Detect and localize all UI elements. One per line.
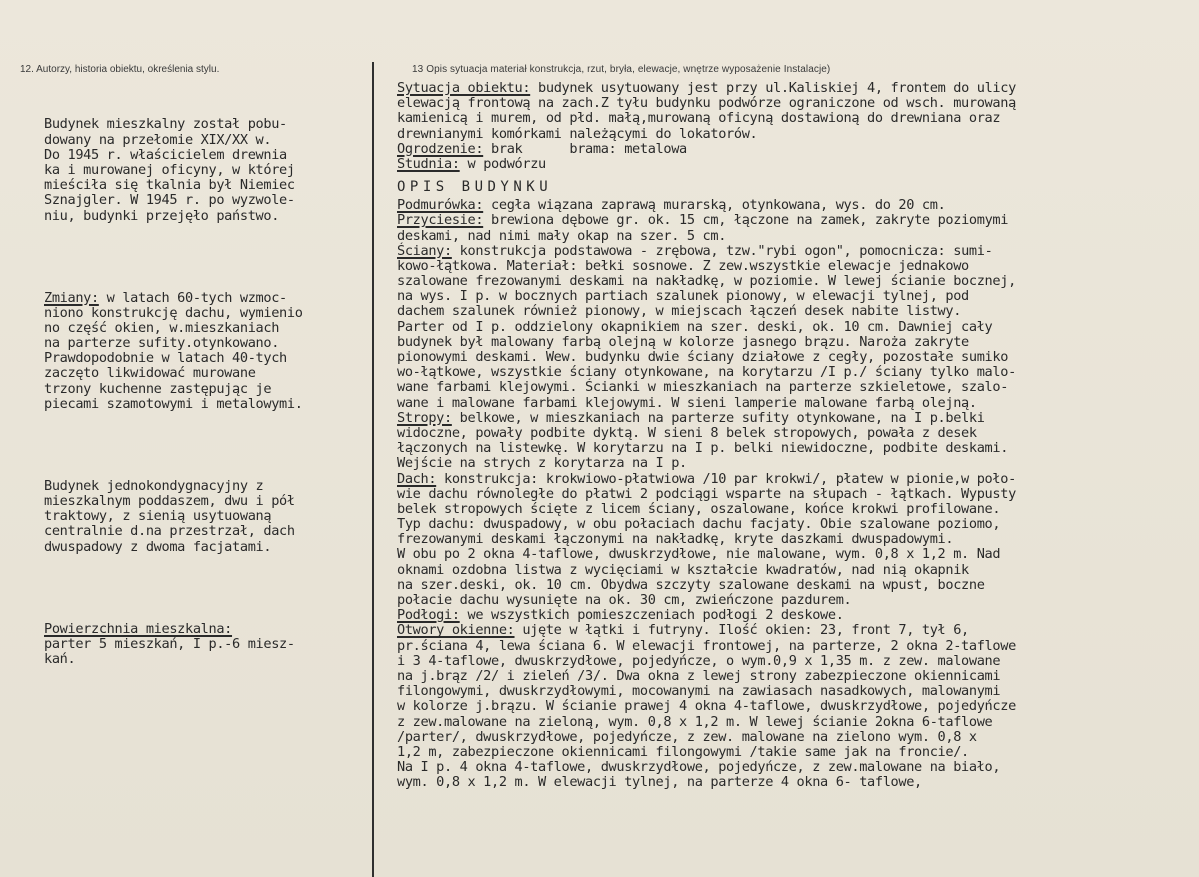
living-area-paragraph — [44, 622, 370, 668]
building-type-line: traktowy, z sienią usytuowaną — [44, 508, 272, 525]
roof-line — [397, 472, 1197, 487]
walls-line: szalowane frezowanymi deskami na nakładkę, w poziomie. W lewej ścianie bocznej, — [397, 273, 1016, 290]
ceilings-line — [397, 411, 1197, 426]
living-area-line: kań. — [44, 650, 76, 667]
windows-line: z zew.malowane na zieloną, wym. 0,8 x 1,2 m. W lewej ścianie 2okna 6-taflowe — [397, 713, 993, 730]
situation-line: kamienicą i murem, od płd. małą,murowaną oficyną dostawioną do drewniana oraz — [397, 110, 1001, 127]
ceilings-line: widoczne, powały podbite dyktą. W sieni 8 belek stropowych, powała z desek — [397, 424, 977, 441]
roof-line-label: Dach: — [397, 470, 437, 487]
history-line: Budynek mieszkalny został pobu- — [44, 116, 287, 133]
column-divider — [372, 62, 374, 877]
walls-line: wo-łątkowe, wszystkie ściany otynkowane, na korytarzu /I p./ ściany tylko malo- — [397, 364, 1016, 381]
situation-line: elewacją frontową na zach.Z tyłu budynku podwórze ograniczone od wsch. murowaną — [397, 95, 1016, 112]
fence-line-label: Ogrodzenie: — [397, 140, 484, 157]
ceilings-line: łączonych na listewkę. W korytarzu na I p. belki niewidoczne, podbite deskami. — [397, 440, 1009, 457]
foundation-line-label: Podmurówka: — [397, 197, 484, 214]
walls-line — [397, 244, 1197, 259]
floors-line — [397, 608, 1197, 623]
roof-line: połacie dachu wysunięte na ok. 30 cm, zwieńczone pazdurem. — [397, 592, 852, 608]
windows-line: na j.brąz /2/ i zieleń /3/. Dwa okna z lewej strony zabezpieczone okiennicami — [397, 667, 1001, 684]
building-type-line: mieszkalnym poddaszem, dwu i pół — [44, 493, 295, 510]
windows-line: 1,2 m, zabezpieczone okiennicami filongowymi /takie same jak na froncie/. — [397, 743, 969, 760]
changes-line: Prawdopodobnie w latach 40-tych — [44, 350, 287, 367]
history-line: niu, budynki przejęło państwo. — [44, 207, 280, 224]
changes-line: no część okien, w.mieszkaniach — [44, 319, 280, 336]
changes-line: piecami szamotowymi i metalowymi. — [44, 395, 303, 412]
windows-line-label: Otwory okienne: — [397, 622, 515, 639]
well-line-label: Studnia: — [397, 155, 460, 172]
floors-line-text: we wszystkich pomieszczeniach podłogi 2 deskowe. — [459, 607, 844, 624]
situation-line-text: budynek usytuowany jest przy ul.Kaliskiej 4, frontem do ulicy — [530, 80, 1016, 96]
sill-line-label: Przyciesie: — [397, 212, 484, 229]
living-area-line: parter 5 mieszkań, I p.-6 miesz- — [44, 635, 295, 652]
living-area-label: Powierzchnia mieszkalna: — [44, 620, 233, 637]
history-line: dowany na przełomie XIX/XX w. — [44, 131, 272, 148]
changes-line: na parterze sufity.otynkowano. — [44, 335, 280, 352]
changes-line: trzony kuchenne zastępując je — [44, 380, 272, 397]
history-line: Do 1945 r. właścicielem drewnia — [44, 146, 287, 163]
history-line: ka i murowanej oficyny, w której — [44, 161, 295, 178]
ceilings-line: Wejście na strych z korytarza na I p. — [397, 455, 687, 472]
walls-line-label: Ściany: — [397, 242, 452, 259]
history-line: mieściła się tkalnia był Niemiec — [44, 177, 295, 194]
building-type-paragraph — [44, 479, 370, 555]
fence-line-text: brak brama: metalowa — [483, 140, 687, 157]
foundation-line — [397, 198, 1197, 213]
windows-line: w kolorze j.brązu. W ścianie prawej 4 okna 4-taflowe, dwuskrzydłowe, pojedyńcze — [397, 698, 1016, 715]
well-line — [397, 157, 1197, 172]
history-paragraph — [44, 117, 370, 223]
situation-line — [397, 81, 1197, 96]
changes-line: zaczęto likwidować murowane — [44, 365, 256, 382]
roof-line: Typ dachu: dwuspadowy, w obu połaciach dachu facjaty. Obie szalowane poziomo, — [397, 516, 1001, 533]
floors-line-label: Podłogi: — [397, 607, 460, 624]
walls-line-text: konstrukcja podstawowa - zrębowa, tzw."rybi ogon", pomocnicza: sumi- — [451, 242, 993, 259]
sill-line-text: brewiona dębowe gr. ok. 15 cm, łączone na zamek, zakryte poziomymi — [483, 212, 1009, 229]
walls-line: pionowymi deskami. Wew. budynku dwie ściany działowe z cegły, pozostałe sumiko — [397, 349, 1009, 365]
ceilings-line-text: belkowe, w mieszkaniach na parterze sufity otynkowane, na I p.belki — [451, 409, 985, 426]
roof-line: na szer.deski, ok. 10 cm. Obydwa szczyty szalowane deskami na wpust, boczne — [397, 576, 985, 593]
roof-line: W obu po 2 okna 4-taflowe, dwuskrzydłowe, nie malowane, wym. 0,8 x 1,2 m. Nad — [397, 546, 1001, 563]
changes-paragraph — [44, 291, 370, 413]
section-13-header: 13 Opis sytuacja materiał konstrukcja, rzut, bryła, elewacje, wnętrze wyposażenie Instalacje) — [412, 64, 831, 75]
left-column — [44, 87, 370, 698]
windows-line: /parter/, dwuskrzydłowe, pojedyńcze, z zew. malowane na zielono wym. 0,8 x — [397, 728, 977, 745]
changes-line: niono konstrukcję dachu, wymienio — [44, 304, 303, 321]
windows-line: pr.ściana 4, lewa ściana 6. W elewacji frontowej, na parterze, 2 okna 2-taflowe — [397, 637, 1016, 654]
windows-line: Na I p. 4 okna 4-taflowe, dwuskrzydłowe, pojedyńcze, z zew.malowane na biało, — [397, 759, 1001, 776]
right-column — [397, 81, 1197, 790]
changes-line-text: w latach 60-tych wzmoc- — [98, 289, 287, 306]
windows-line: i 3 4-taflowe, dwuskrzydłowe, pojedyńcze, o wym.0,9 x 1,35 m. z zew. malowane — [397, 652, 1001, 669]
well-line-text: w podwórzu — [459, 155, 546, 172]
roof-line: frezowanymi deskami łączonymi na nakładkę, kryte daszkami dwuspadowymi. — [397, 531, 954, 548]
fence-line — [397, 142, 1197, 157]
history-line: Sznajgler. W 1945 r. po wyzwole- — [44, 192, 295, 209]
situation-line-label: Sytuacja obiektu: — [397, 80, 531, 96]
roof-line: belek stropowych ścięte z licem ściany, oszalowane, końce krokwi profilowane. — [397, 500, 1001, 517]
windows-line: wym. 0,8 x 1,2 m. W elewacji tylnej, na parterze 4 okna 6- taflowe, — [397, 774, 922, 791]
walls-line: wane farbami klejowymi. Ścianki w mieszkaniach na parterze szkieletowe, szalo- — [397, 379, 1009, 396]
foundation-line-text: cegła wiązana zaprawą murarską, otynkowana, wys. do 20 cm. — [483, 197, 946, 214]
sill-line: deskami, nad nimi mały okap na szer. 5 cm. — [397, 227, 727, 244]
walls-line: budynek był malowany farbą olejną w kolorze jasnego brązu. Naroża zakryte — [397, 333, 969, 350]
roof-line-text: konstrukcja: krokwiowo-płatwiowa /10 par krokwi/, płatew w pionie,w poło- — [436, 470, 1016, 487]
sill-line — [397, 213, 1197, 228]
windows-line — [397, 623, 1197, 638]
building-type-line: Budynek jednokondygnacyjny z — [44, 477, 264, 494]
section-title: OPIS BUDYNKU — [397, 179, 553, 196]
building-type-line: dwuspadowy z dwoma facjatami. — [44, 538, 272, 555]
changes-line-label: Zmiany: — [44, 289, 99, 306]
windows-line: filongowymi, dwuskrzydłowymi, mocowanymi na zawiasach nasadkowych, malowanymi — [397, 683, 1001, 700]
walls-line: dachem szalunek również pionowy, w miejscach łączeń desek nabite listwy. — [397, 303, 962, 320]
walls-line: wane i malowane farbami klejowymi. W sieni lamperie malowane farbą olejną. — [397, 394, 977, 411]
walls-line: na wys. I p. w bocznych partiach szalunek pionowy, w elewacji tylnej, pod — [397, 288, 969, 305]
roof-line: wie dachu równoległe do płatwi 2 podciągi wsparte na słupach - łątkach. Wypusty — [397, 485, 1016, 502]
walls-line: Parter od I p. oddzielony okapnikiem na szer. deski, ok. 10 cm. Dawniej cały — [397, 318, 993, 335]
building-type-line: centralnie d.na przestrzał, dach — [44, 523, 295, 540]
section-12-header: 12. Autorzy, historia obiektu, określenia stylu. — [20, 64, 220, 75]
walls-line: kowo-łątkowa. Materiał: bełki sosnowe. Z zew.wszystkie elewacje jednakowo — [397, 257, 969, 274]
roof-line: oknami ozdobna listwa z wycięciami w kształcie kwadratów, nad nią okapnik — [397, 561, 969, 578]
changes-line — [44, 291, 370, 306]
situation-line: drewnianymi komórkami należącymi do lokatorów. — [397, 125, 758, 142]
ceilings-line-label: Stropy: — [397, 409, 452, 426]
windows-line-text: ujęte w łątki i futryny. Ilość okien: 23, front 7, tył 6, — [514, 622, 969, 639]
